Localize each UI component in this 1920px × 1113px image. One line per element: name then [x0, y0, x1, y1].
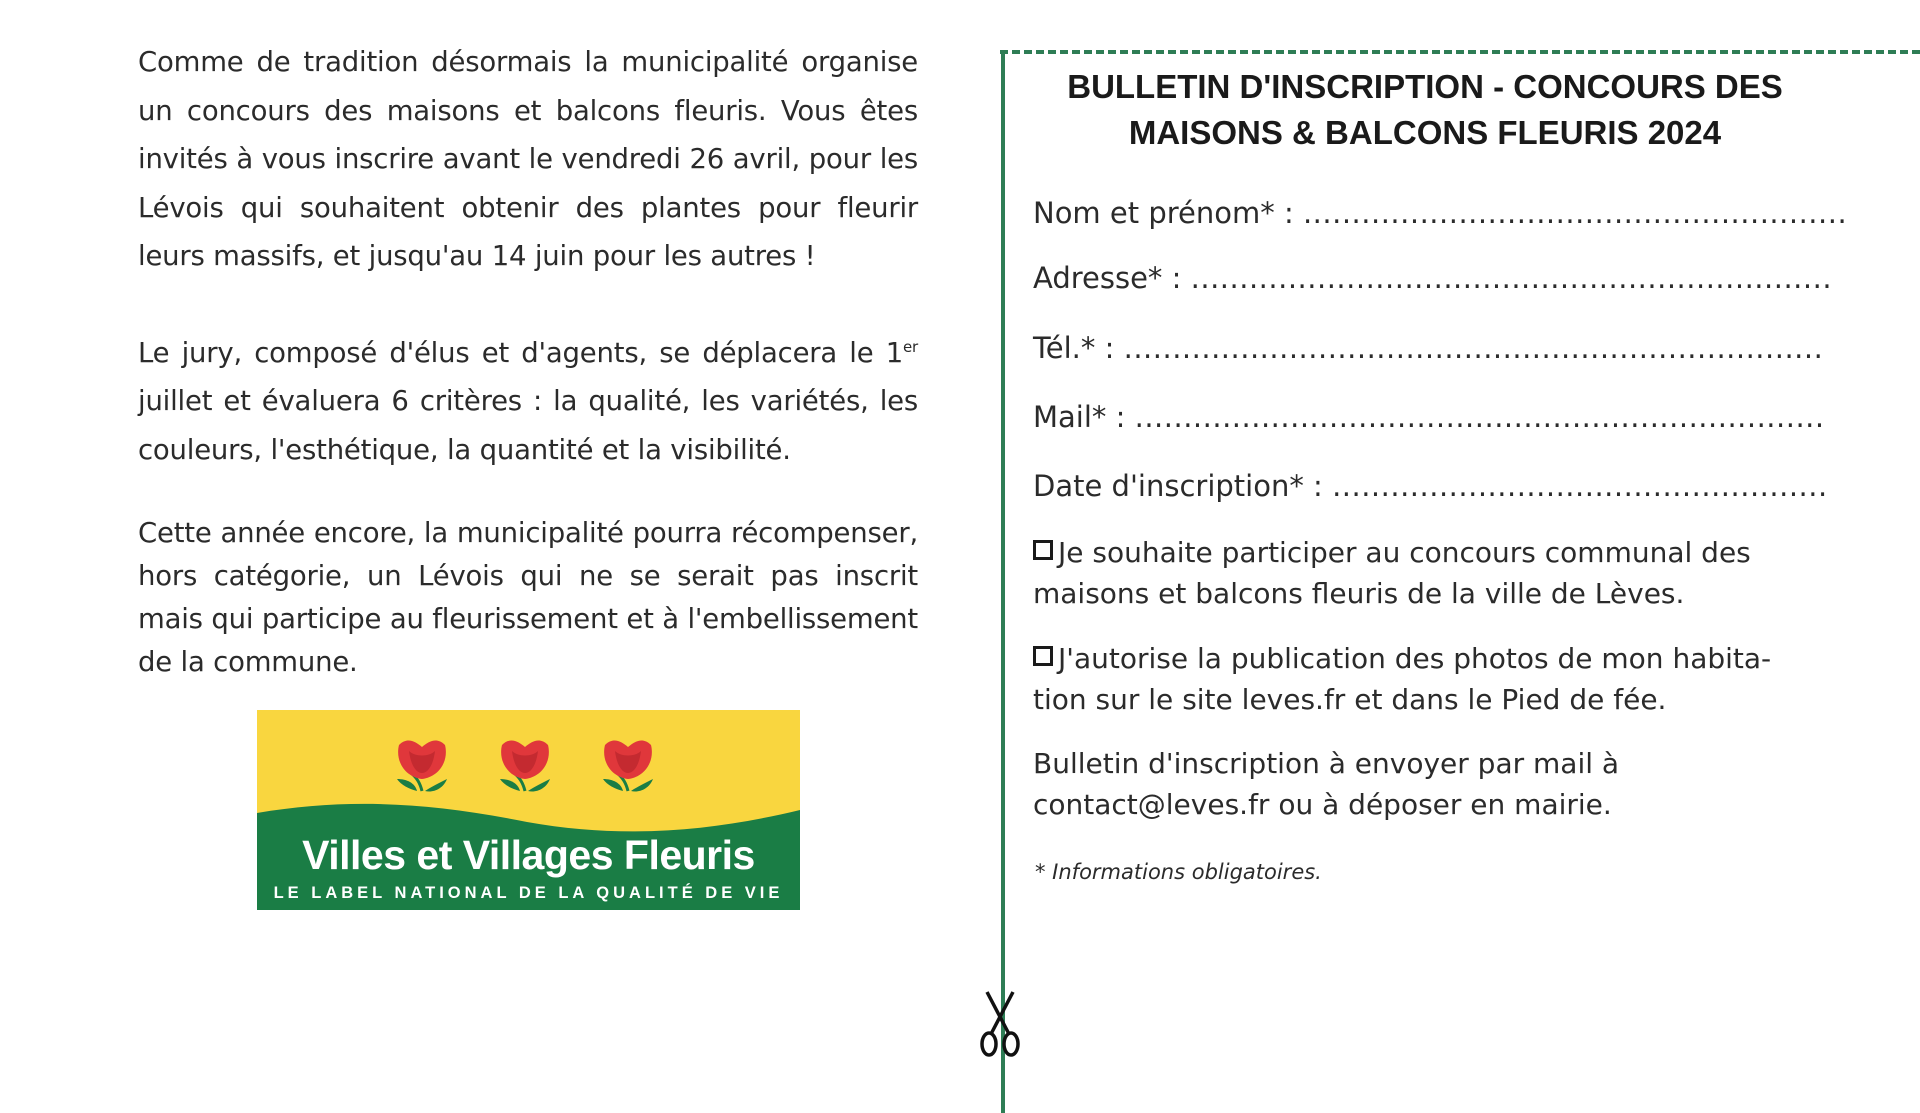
logo-subtitle: LE LABEL NATIONAL DE LA QUALITÉ DE VIE — [273, 884, 784, 902]
required-note: * Informations obligatoires. — [1035, 860, 1322, 884]
scissors-icon — [979, 988, 1021, 1060]
form-title: BULLETIN D'INSCRIPTION - CONCOURS DES MAISONS & BALCONS FLEURIS 2024 — [1067, 68, 1783, 151]
logo-title: Villes et Villages Fleuris — [302, 832, 755, 878]
intro-paragraph-3: Cette année encore, la municipalité pourra récompenser, hors catégorie, un Lévois qui ne se serait pas inscrit mais qui participe au fleurissement et à l'embellissement de la commune. — [138, 517, 918, 678]
checkbox-icon[interactable] — [1033, 646, 1053, 666]
photo-consent-checkbox-row[interactable] — [1033, 638, 1793, 720]
address-field-label: Adresse* : — [1033, 261, 1182, 295]
cut-line-left — [1001, 52, 1005, 1113]
phone-field[interactable] — [1033, 331, 1824, 365]
date-field[interactable] — [1033, 469, 1828, 503]
send-instructions: Bulletin d'inscription à envoyer par mail à contact@leves.fr ou à déposer en mairie. — [1033, 747, 1620, 821]
address-field-line[interactable]: .................................................................. — [1190, 261, 1833, 295]
cut-line-top — [1000, 50, 1920, 54]
jury-text: Le jury, composé d'élus et d'agents, se déplacera le 1 — [138, 336, 903, 369]
intro-text — [138, 38, 918, 684]
participation-checkbox-row[interactable] — [1033, 532, 1793, 614]
intro-paragraph-1: Comme de tradition désormais la municipalité organise un concours des maisons et balcons fleuris. Vous êtes invités à vous inscrire avant le vendredi 26 avril, pour les Lévois qui souhaitent obtenir des plantes pour fleurir leurs massifs, et jusqu'au 14 juin pour les autres ! — [138, 46, 918, 272]
name-field-label: Nom et prénom* : — [1033, 196, 1294, 230]
mail-field-line[interactable]: ....................................................................... — [1134, 400, 1825, 434]
date-field-line[interactable]: ................................................... — [1332, 469, 1828, 503]
jury-text-continued: juillet et évaluera 6 critères : la qualité, les variétés, les couleurs, l'esthétique, la quantité et la visibilité. — [138, 385, 918, 466]
name-field-line[interactable]: ........................................................ — [1302, 196, 1848, 230]
photo-consent-checkbox-label: J'autorise la publication des photos de mon habita-tion sur le site leves.fr et dans le Pied de fée. — [1033, 642, 1772, 716]
intro-paragraph-2 — [138, 329, 918, 475]
phone-field-label: Tél.* : — [1033, 331, 1115, 365]
flower-icon — [593, 733, 663, 803]
mail-field[interactable] — [1033, 400, 1825, 434]
mail-field-label: Mail* : — [1033, 400, 1126, 434]
checkbox-icon[interactable] — [1033, 540, 1053, 560]
participation-checkbox-label: Je souhaite participer au concours communal des maisons et balcons fleuris de la ville de Lèves. — [1033, 536, 1751, 610]
name-field[interactable] — [1033, 196, 1848, 230]
ordinal-superscript: er — [903, 337, 918, 356]
date-field-label: Date d'inscription* : — [1033, 469, 1323, 503]
flower-icon — [387, 733, 457, 803]
flower-icon — [490, 733, 560, 803]
phone-field-line[interactable]: ........................................................................ — [1123, 331, 1824, 365]
address-field[interactable] — [1033, 261, 1833, 295]
villes-villages-fleuris-logo — [257, 710, 800, 910]
